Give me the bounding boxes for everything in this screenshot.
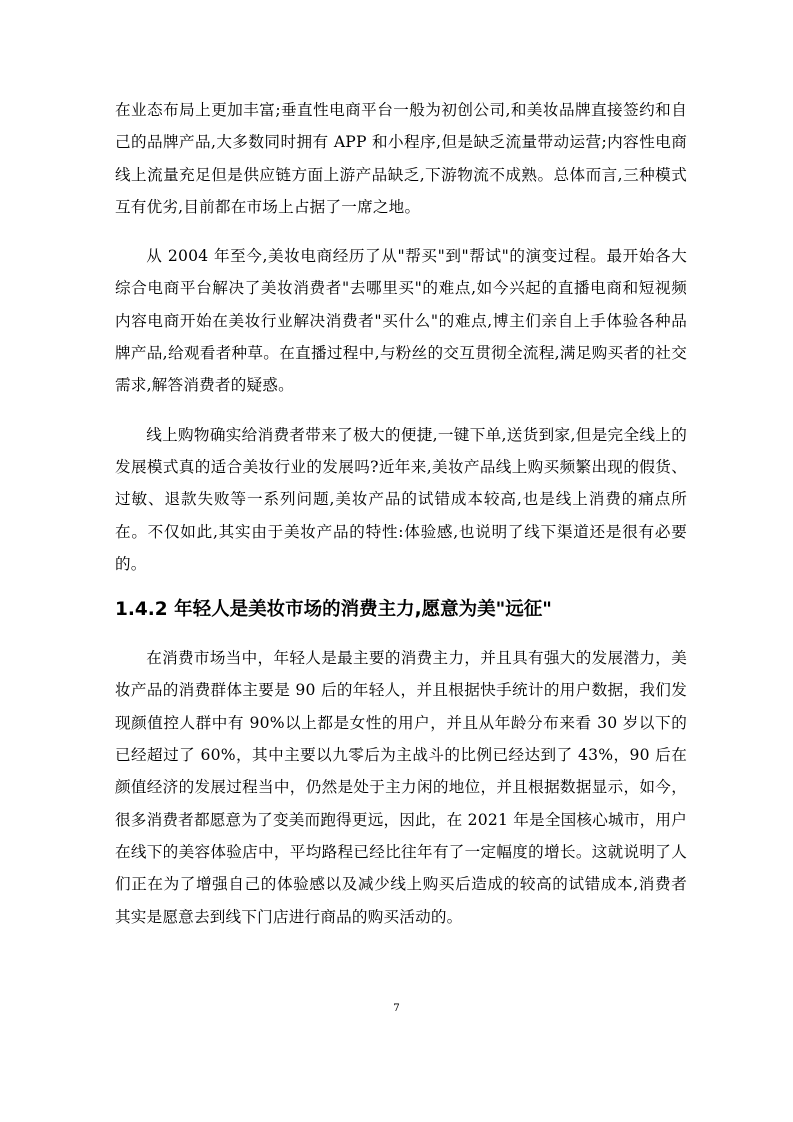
paragraph-continuation: 在业态布局上更加丰富;垂直性电商平台一般为初创公司,和美妆品牌直接签约和自己的品牌产品,大多数同时拥有 APP 和小程序,但是缺乏流量带动运营;内容性电商线上流量充足但是供应链方面上游产品缺乏,下游物流不成熟。总体而言,三种模式互有优劣,目前都在市场上占据了一席之地。: [115, 101, 687, 216]
paragraph-gap: [115, 402, 687, 419]
page-number: 7: [393, 1002, 400, 1014]
page-content: [115, 94, 687, 933]
paragraph-online-shopping: 线上购物确实给消费者带来了极大的便捷,一键下单,送货到家,但是完全线上的发展模式真的适合美妆行业的发展吗?近年来,美妆产品线上购买频繁出现的假货、过敏、退款失败等一系列问题,美妆产品的试错成本较高,也是线上消费的痛点所在。不仅如此,其实由于美妆产品的特性:体验感,也说明了线下渠道还是很有必要的。: [115, 425, 687, 573]
paragraph-young-consumers: 在消费市场当中，年轻人是最主要的消费主力，并且具有强大的发展潜力，美妆产品的消费群体主要是 90 后的年轻人，并且根据快手统计的用户数据，我们发现颜值控人群中有 90%以上都是女性的用户，并且从年龄分布来看 30 岁以下的已经超过了 60%，其中主要以九零后为主战斗的比例已经达到了 43%，90 后在颜值经济的发展过程当中，仍然是处于主力闲的地位，并且根据数据显示，如今，很多消费者都愿意为了变美而跑得更远，因此，在 2021 年是全国核心城市，用户在线下的美容体验店中，平均路程已经比往年有了一定幅度的增长。这就说明了人们正在为了增强自己的体验感以及减少线上购买后造成的较高的试错成本,消费者其实是愿意去到线下门店进行商品的购买活动的。: [115, 649, 687, 926]
paragraph-gap: [115, 223, 687, 240]
paragraph-ecommerce-evolution: 从 2004 年至今,美妆电商经历了从"帮买"到"帮试"的演变过程。最开始各大综合电商平台解决了美妆消费者"去哪里买"的难点,如今兴起的直播电商和短视频内容电商开始在美妆行业解决消费者"买什么"的难点,博主们亲自上手体验各种品牌产品,给观看者种草。在直播过程中,与粉丝的交互贯彻全流程,满足购买者的社交需求,解答消费者的疑惑。: [115, 247, 687, 395]
section-heading: 1.4.2 年轻人是美妆市场的消费主力,愿意为美"远征": [115, 599, 552, 621]
